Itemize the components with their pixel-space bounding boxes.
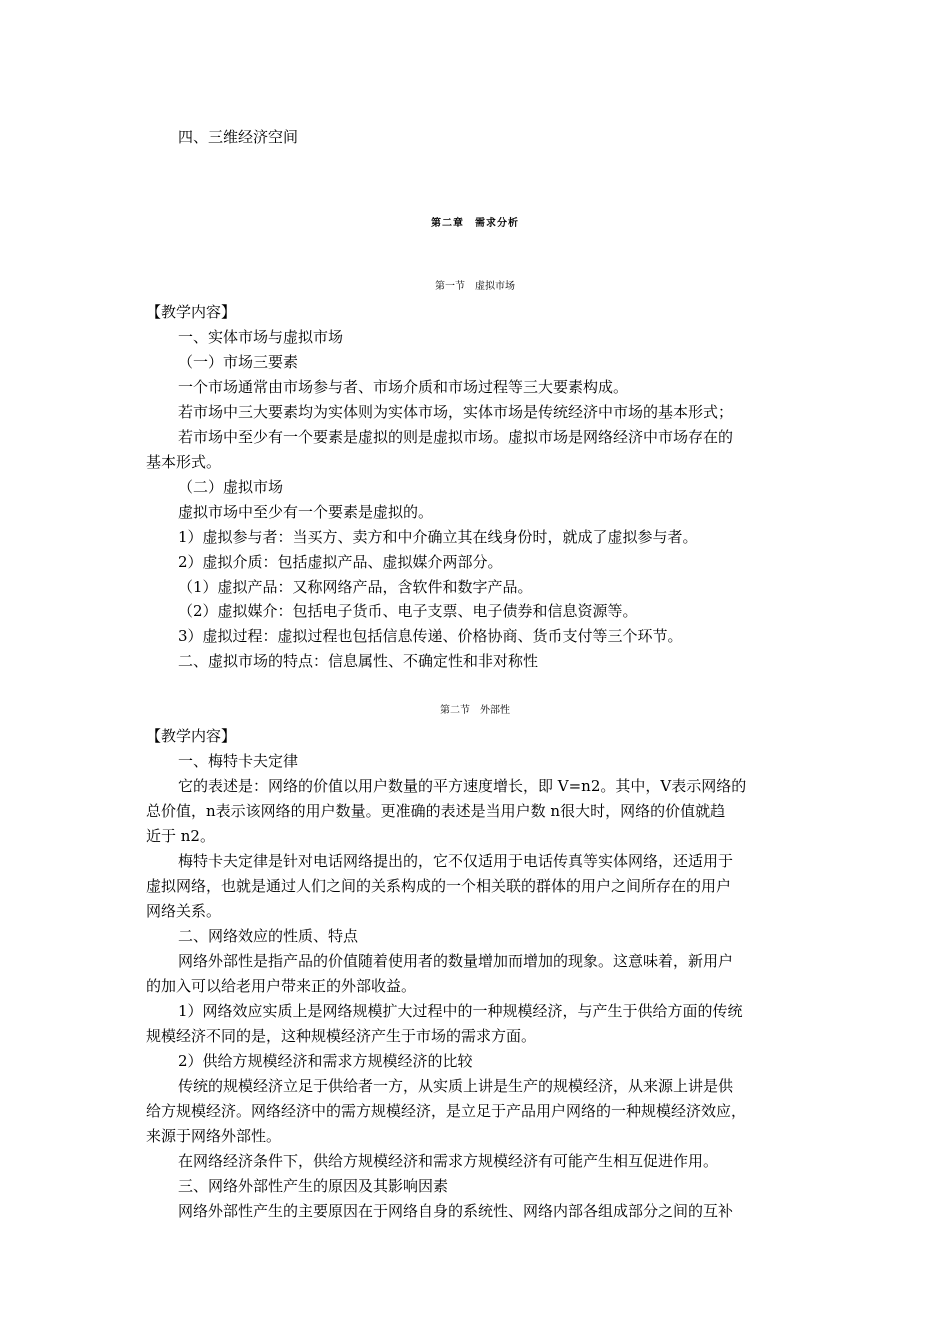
teaching-content-label: 【教学内容】 (146, 303, 237, 321)
paragraph-line: （一）市场三要素 (178, 353, 299, 371)
paragraph-line: 若市场中三大要素均为实体则为实体市场，实体市场是传统经济中市场的基本形式； (178, 403, 734, 421)
paragraph-line: 来源于网络外部性。 (146, 1127, 282, 1145)
paragraph-line: 规模经济不同的是，这种规模经济产生于市场的需求方面。 (146, 1027, 537, 1045)
paragraph-line: 一、实体市场与虚拟市场 (178, 328, 344, 346)
paragraph-line: 网络关系。 (146, 902, 222, 920)
paragraph-line: （2）虚拟媒介：包括电子货币、电子支票、电子债券和信息资源等。 (178, 602, 638, 620)
paragraph-line: 它的表述是：网络的价值以用户数量的平方速度增长，即 V=n2。其中，V表示网络的 (178, 777, 747, 795)
paragraph-line: 网络外部性是指产品的价值随着使用者的数量增加而增加的现象。这意味着，新用户 (178, 952, 734, 970)
prev-section-item: 四、三维经济空间 (178, 128, 299, 146)
paragraph-line: 一、梅特卡夫定律 (178, 752, 299, 770)
paragraph-line: 1）网络效应实质上是网络规模扩大过程中的一种规模经济，与产生于供给方面的传统 (178, 1002, 743, 1020)
paragraph-line: （1）虚拟产品：又称网络产品，含软件和数字产品。 (178, 578, 533, 596)
paragraph-line: 网络外部性产生的主要原因在于网络自身的系统性、网络内部各组成部分之间的互补 (178, 1202, 734, 1220)
paragraph-line: 基本形式。 (146, 453, 222, 471)
section-title: 第一节 虚拟市场 (435, 281, 515, 292)
paragraph-line: 传统的规模经济立足于供给者一方，从实质上讲是生产的规模经济，从来源上讲是供 (178, 1077, 734, 1095)
teaching-content-label: 【教学内容】 (146, 727, 237, 745)
paragraph-line: （二）虚拟市场 (178, 478, 284, 496)
paragraph-line: 二、网络效应的性质、特点 (178, 927, 359, 945)
paragraph-line: 梅特卡夫定律是针对电话网络提出的，它不仅适用于电话传真等实体网络，还适用于 (178, 852, 734, 870)
section-title: 第二节 外部性 (440, 705, 510, 716)
paragraph-line: 二、虚拟市场的特点：信息属性、不确定性和非对称性 (178, 652, 539, 670)
paragraph-line: 若市场中至少有一个要素是虚拟的则是虚拟市场。虚拟市场是网络经济中市场存在的 (178, 428, 734, 446)
chapter-title: 第二章 需求分析 (431, 218, 519, 229)
paragraph-line: 2）供给方规模经济和需求方规模经济的比较 (178, 1052, 473, 1070)
paragraph-line: 虚拟市场中至少有一个要素是虚拟的。 (178, 503, 434, 521)
paragraph-line: 2）虚拟介质：包括虚拟产品、虚拟媒介两部分。 (178, 553, 503, 571)
paragraph-line: 三、网络外部性产生的原因及其影响因素 (178, 1177, 449, 1195)
paragraph-line: 近于 n2。 (146, 827, 215, 845)
paragraph-line: 总价值，n表示该网络的用户数量。更准确的表述是当用户数 n很大时，网络的价值就趋 (146, 802, 726, 820)
paragraph-line: 给方规模经济。网络经济中的需方规模经济，是立足于产品用户网络的一种规模经济效应， (146, 1102, 747, 1120)
paragraph-line: 1）虚拟参与者：当买方、卖方和中介确立其在线身份时，就成了虚拟参与者。 (178, 528, 698, 546)
paragraph-line: 一个市场通常由市场参与者、市场介质和市场过程等三大要素构成。 (178, 378, 629, 396)
paragraph-line: 的加入可以给老用户带来正的外部收益。 (146, 977, 417, 995)
paragraph-line: 虚拟网络，也就是通过人们之间的关系构成的一个相关联的群体的用户之间所存在的用户 (146, 877, 732, 895)
paragraph-line: 3）虚拟过程：虚拟过程也包括信息传递、价格协商、货币支付等三个环节。 (178, 627, 683, 645)
paragraph-line: 在网络经济条件下，供给方规模经济和需求方规模经济有可能产生相互促进作用。 (178, 1152, 719, 1170)
